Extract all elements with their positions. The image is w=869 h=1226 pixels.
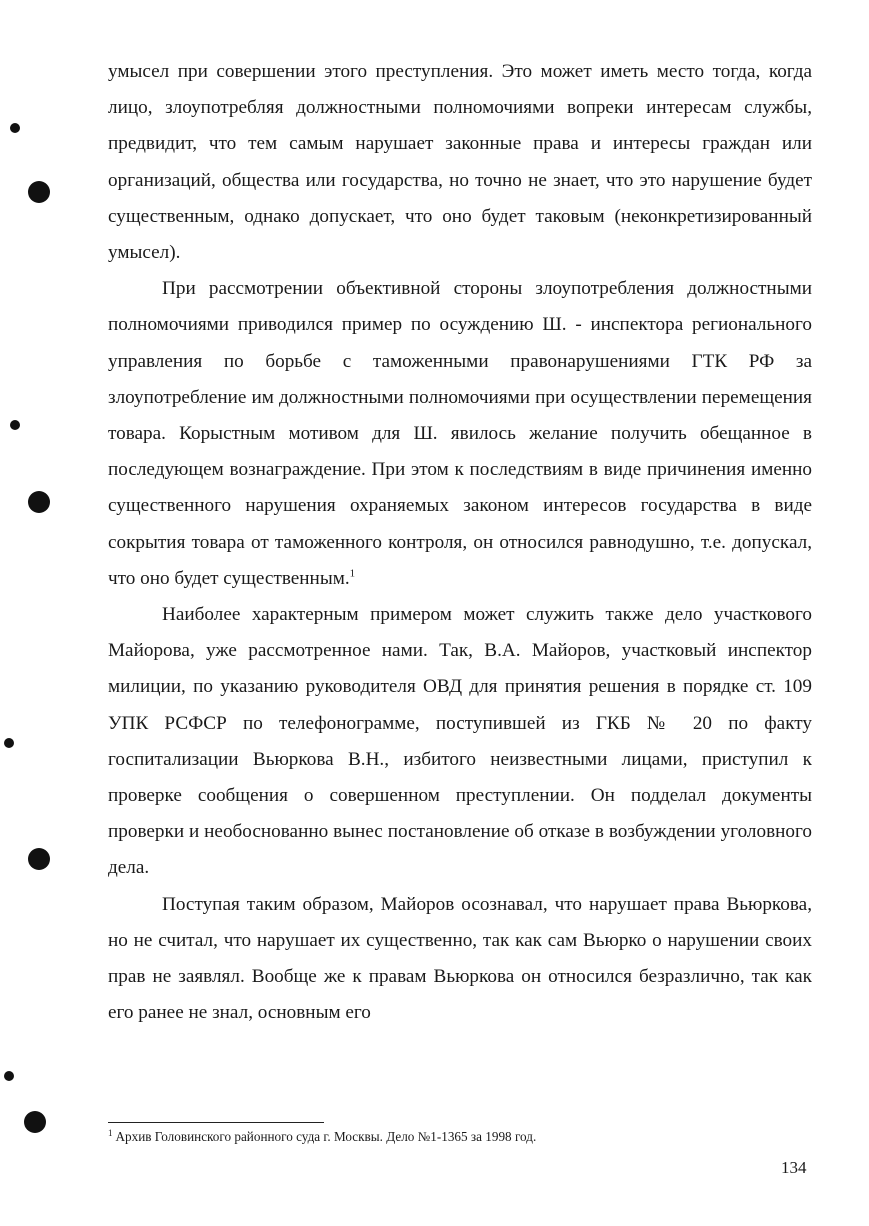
punch-hole-mark bbox=[10, 420, 20, 430]
punch-hole bbox=[24, 1111, 46, 1133]
page-number: 134 bbox=[781, 1158, 807, 1177]
paragraph-text: Поступая таким образом, Майоров осознавал, что нарушает права Вьюркова, но не считал, что нарушает их существенно, так как сам Вьюрко о нарушении своих прав не заявлял. Вообще же к правам Вьюркова он относился безразлично, так как его ранее не знал, основным его bbox=[108, 893, 812, 1024]
paragraph-text: умысел при совершении этого преступления. Это может иметь место тогда, когда лицо, злоупотребляя должностными полномочиями вопреки интересам службы, предвидит, что тем самым нарушает законные права и интересы граждан или организаций, общества или государства, но точно не знает, что это нарушение будет существенным, однако допускает, что оно будет таковым (неконкретизированный умысел). bbox=[108, 61, 812, 264]
punch-hole bbox=[28, 848, 50, 870]
punch-hole bbox=[28, 491, 50, 513]
footnote-mark: 1 bbox=[108, 1127, 113, 1138]
paragraph-2 bbox=[108, 271, 812, 597]
punch-hole bbox=[28, 181, 50, 203]
footnote bbox=[108, 1128, 812, 1146]
punch-hole-mark bbox=[4, 738, 14, 748]
paragraph-text: Наиболее характерным примером может служить также дело участкового Майорова, уже рассмотренное нами. Так, В.А. Майоров, участковый инспектор милиции, по указанию руководителя ОВД для принятия решения в порядке ст. 109 УПК РСФСР по телефонограмме, поступившей из ГКБ № 20 по факту госпитализации Вьюркова В.Н., избитого неизвестными лицами, приступил к проверке сообщения о совершенном преступлении. Он подделал документы проверки и необоснованно вынес постановление об отказе в возбуждении уголовного дела. bbox=[108, 604, 812, 879]
footnote-reference: 1 bbox=[349, 567, 356, 580]
paragraph-text: При рассмотрении объективной стороны злоупотребления должностными полномочиями приводился пример по осуждению Ш. - инспектора регионального управления по борьбе с таможенными правонарушениями ГТК РФ за злоупотребление им должностными полномочиями при осуществлении перемещения товара. Корыстным мотивом для Ш. явилось желание получить обещанное в последующем вознаграждение. При этом к последствиям в виде причинения именно существенного нарушения охраняемых законом интересов государства в виде сокрытия товара от таможенного контроля, он относился равнодушно, т.е. допускал, что оно будет существенным. bbox=[108, 278, 812, 589]
paragraph-4 bbox=[108, 887, 812, 1032]
punch-hole-mark bbox=[4, 1071, 14, 1081]
footnote-divider bbox=[108, 1122, 324, 1123]
body-text bbox=[108, 54, 812, 1031]
paragraph-3 bbox=[108, 597, 812, 887]
footnote-text: Архив Головинского районного суда г. Москвы. Дело №1-1365 за 1998 год. bbox=[115, 1129, 537, 1144]
punch-hole-mark bbox=[10, 123, 20, 133]
paragraph-1 bbox=[108, 54, 812, 271]
